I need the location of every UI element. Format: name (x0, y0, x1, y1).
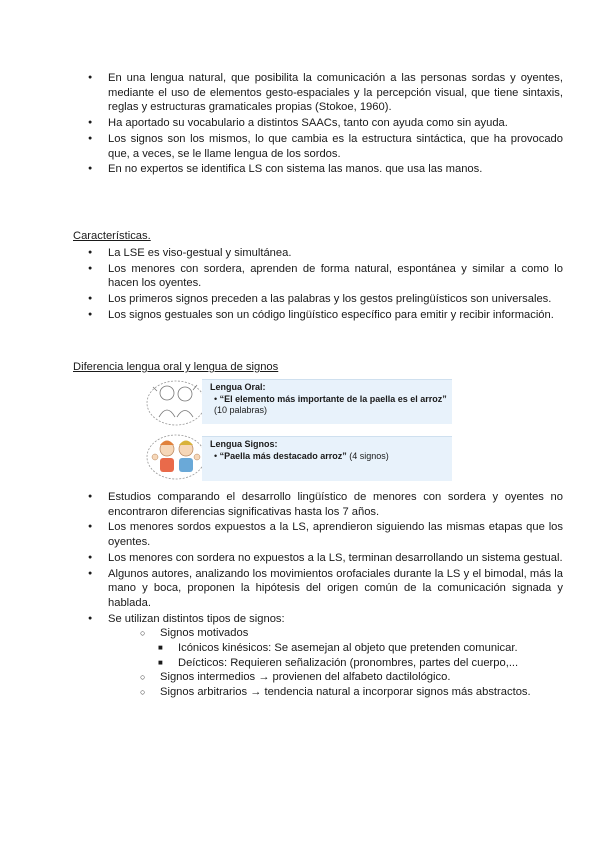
list-item: ● Estudios comparando el desarrollo lingüístico de menores con sordera y oyentes no encontraron diferencias significativas hasta los 7 años. (72, 490, 563, 519)
oral-panel (202, 379, 452, 424)
section-heading-caracteristicas: Características. (73, 230, 151, 242)
signos-panel (202, 436, 452, 481)
list-item: ● Algunos autores, analizando los movimientos orofaciales durante la LS y el bimodal, más la mano y boca, proponen la hipótesis del origen común de la comunicación signada y hablada. (72, 567, 563, 611)
sublist-item: ■ Icónicos kinésicos: Se asemejan al objeto que pretenden comunicar. (160, 641, 563, 656)
oral-bullet: • (214, 394, 218, 404)
tipos-label: Se utilizan distintos tipos de signos: (108, 612, 285, 625)
signos-bullet: • (214, 451, 218, 461)
sublist-item-arbitrarios: ○ Signos arbitrarios → tendencia natural a incorporar signos más abstractos. (144, 685, 563, 700)
sublist-item-intermedios: ○ Signos intermedios → provienen del alfabeto dactilológico. (144, 670, 563, 685)
signos-example (214, 451, 452, 462)
oral-quote: “El elemento más importante de la paella es el arroz” (219, 394, 447, 404)
tipos-sublist (108, 626, 563, 700)
signos-title: Lengua Signos: (210, 439, 278, 449)
list-item: ● Los menores con sordera, aprenden de forma natural, espontánea y similar a como lo hacen los oyentes. (72, 262, 563, 291)
estudios-list (0, 490, 563, 701)
motivados-label: Signos motivados (160, 627, 249, 640)
list-item: ● En no expertos se identifica LS con sistema las manos. que usa las manos. (72, 162, 563, 177)
oral-count: (10 palabras) (214, 405, 268, 415)
list-item: ● Ha aportado su vocabulario a distintos SAACs, tanto con ayuda como sin ayuda. (72, 116, 563, 131)
sublist-item: ■ Deícticos: Requieren señalización (pronombres, partes del cuerpo,... (160, 656, 563, 671)
list-item: ● Los menores sordos expuestos a la LS, aprendieron siguiendo las mismas etapas que los oyentes. (72, 520, 563, 549)
oral-example (214, 394, 452, 416)
oral-speakers-illustration (145, 377, 207, 427)
sublist-item-motivados (144, 626, 563, 670)
signos-count: (4 signos) (349, 451, 389, 461)
list-item: ● Los signos son los mismos, lo que cambia es la estructura sintáctica, que ha provocado que, a veces, se le llame lengua de los sordos. (72, 132, 563, 161)
list-item: ● Los menores con sordera no expuestos a la LS, terminan desarrollando un sistema gestual. (72, 551, 563, 566)
signing-children-illustration (145, 431, 207, 481)
comparison-figure (145, 377, 455, 483)
motivados-sublist (108, 641, 563, 670)
signos-quote: “Paella más destacado arroz” (219, 451, 347, 461)
intro-list (0, 71, 563, 178)
caracteristicas-list (0, 246, 563, 324)
list-item-tipos (72, 612, 563, 700)
list-item: ● Los signos gestuales son un código lingüístico específico para emitir y recibir información. (72, 308, 563, 323)
oral-title: Lengua Oral: (210, 382, 266, 392)
list-item: ● En una lengua natural, que posibilita la comunicación a las personas sordas y oyentes, mediante el uso de elementos gesto-espaciales y la percepción visual, que tiene sintaxis, reglas y estructuras gramaticales propias (Stokoe, 1960). (72, 71, 563, 115)
section-heading-diferencia: Diferencia lengua oral y lengua de signos (73, 361, 279, 373)
list-item: ● La LSE es viso-gestual y simultánea. (72, 246, 563, 261)
list-item: ● Los primeros signos preceden a las palabras y los gestos prelingüísticos son universales. (72, 292, 563, 307)
